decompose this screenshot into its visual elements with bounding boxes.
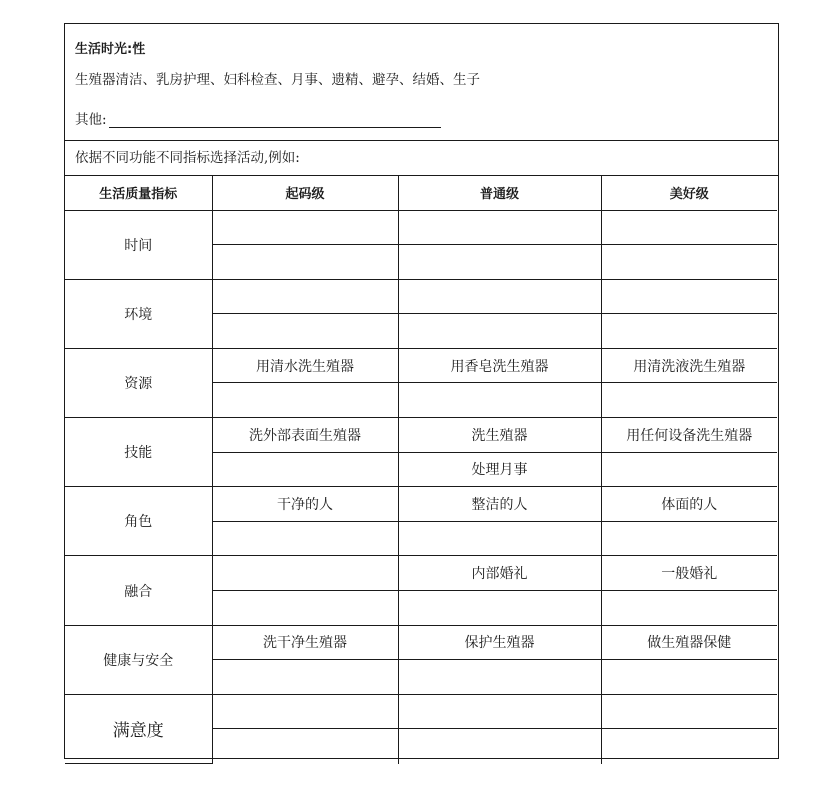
- other-input-line[interactable]: [109, 113, 441, 128]
- level-cell[interactable]: 用任何设备洗生殖器: [601, 418, 777, 453]
- level-cell[interactable]: 处理月事: [398, 452, 601, 487]
- instruction-note: 依据不同功能不同指标选择活动,例如:: [65, 141, 778, 176]
- worksheet-frame: [64, 23, 779, 759]
- level-cell[interactable]: [601, 245, 777, 280]
- level-cell[interactable]: [398, 591, 601, 626]
- level-cell[interactable]: [398, 694, 601, 729]
- table-row: [65, 210, 777, 245]
- level-cell[interactable]: [212, 452, 398, 487]
- level-cell[interactable]: [398, 521, 601, 556]
- level-cell[interactable]: 体面的人: [601, 487, 777, 522]
- indicator-cell: 环境: [65, 279, 212, 348]
- column-header: 生活质量指标: [65, 176, 212, 210]
- table-row: [65, 418, 777, 453]
- level-cell[interactable]: [212, 521, 398, 556]
- level-cell[interactable]: [601, 452, 777, 487]
- level-cell[interactable]: [398, 314, 601, 349]
- level-cell[interactable]: [601, 210, 777, 245]
- activity-items: 生殖器清洁、乳房护理、妇科检查、月事、遗精、避孕、结婚、生子: [75, 72, 480, 88]
- level-cell[interactable]: [212, 279, 398, 314]
- level-cell[interactable]: 一般婚礼: [601, 556, 777, 591]
- level-cell[interactable]: [212, 383, 398, 418]
- level-cell[interactable]: [601, 314, 777, 349]
- level-cell[interactable]: 内部婚礼: [398, 556, 601, 591]
- level-cell[interactable]: [398, 383, 601, 418]
- indicator-cell: 技能: [65, 418, 212, 487]
- level-cell[interactable]: 用清洗液洗生殖器: [601, 348, 777, 383]
- level-cell[interactable]: [601, 591, 777, 626]
- table-row: [65, 556, 777, 591]
- level-cell[interactable]: [601, 521, 777, 556]
- level-cell[interactable]: [398, 210, 601, 245]
- table-row: [65, 487, 777, 522]
- level-cell[interactable]: [398, 660, 601, 695]
- level-cell[interactable]: [212, 245, 398, 280]
- column-header: 普通级: [398, 176, 601, 210]
- level-cell[interactable]: 洗干净生殖器: [212, 625, 398, 660]
- level-cell[interactable]: [601, 729, 777, 764]
- level-cell[interactable]: [212, 694, 398, 729]
- column-header: 起码级: [212, 176, 398, 210]
- level-cell[interactable]: 整洁的人: [398, 487, 601, 522]
- indicator-cell: 健康与安全: [65, 625, 212, 694]
- column-header: 美好级: [601, 176, 777, 210]
- table-row: [65, 625, 777, 660]
- table-header-row: [65, 176, 777, 210]
- level-cell[interactable]: [601, 279, 777, 314]
- level-cell[interactable]: [212, 729, 398, 764]
- level-cell[interactable]: [212, 210, 398, 245]
- indicator-cell: 资源: [65, 348, 212, 417]
- level-cell[interactable]: [601, 694, 777, 729]
- level-cell[interactable]: 保护生殖器: [398, 625, 601, 660]
- level-cell[interactable]: [601, 383, 777, 418]
- level-cell[interactable]: 做生殖器保健: [601, 625, 777, 660]
- level-cell[interactable]: [212, 591, 398, 626]
- level-cell[interactable]: [398, 279, 601, 314]
- level-cell[interactable]: [212, 314, 398, 349]
- level-cell[interactable]: 用清水洗生殖器: [212, 348, 398, 383]
- table-row: [65, 348, 777, 383]
- table-body: [65, 210, 777, 764]
- level-cell[interactable]: [398, 729, 601, 764]
- level-cell[interactable]: 洗生殖器: [398, 418, 601, 453]
- section-title: 生活时光:性: [75, 42, 146, 57]
- other-label: 其他:: [75, 112, 107, 128]
- level-cell[interactable]: 洗外部表面生殖器: [212, 418, 398, 453]
- level-cell[interactable]: [212, 660, 398, 695]
- level-cell[interactable]: 用香皂洗生殖器: [398, 348, 601, 383]
- table-row: [65, 694, 777, 729]
- other-field: [75, 108, 441, 128]
- indicator-cell: 满意度: [65, 694, 212, 763]
- level-cell[interactable]: 干净的人: [212, 487, 398, 522]
- level-cell[interactable]: [212, 556, 398, 591]
- quality-table: [65, 176, 777, 764]
- indicator-cell: 时间: [65, 210, 212, 279]
- header-block: [65, 24, 778, 141]
- level-cell[interactable]: [601, 660, 777, 695]
- level-cell[interactable]: [398, 245, 601, 280]
- indicator-cell: 融合: [65, 556, 212, 625]
- table-row: [65, 279, 777, 314]
- indicator-cell: 角色: [65, 487, 212, 556]
